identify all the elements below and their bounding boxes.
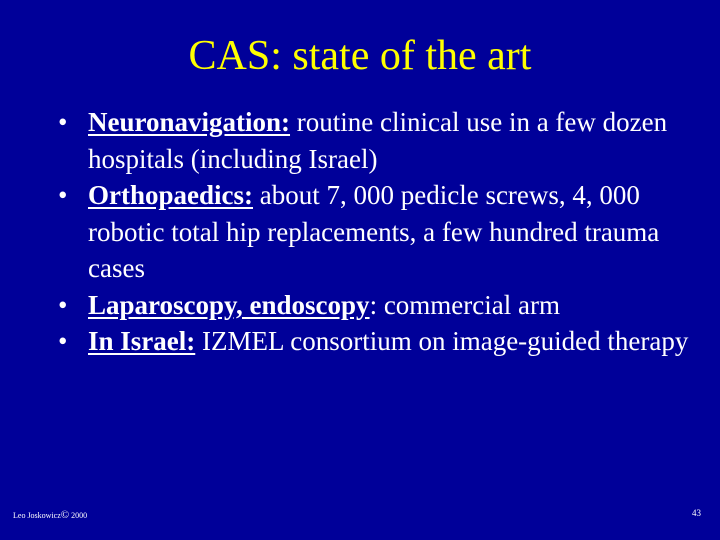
bullet-icon: • [58,289,68,320]
bullet-term: Neuronavigation: [88,107,291,137]
slide-title: CAS: state of the art [188,33,532,79]
bullet-item-israel [58,323,698,360]
bullet-item-laparoscopy [58,287,698,324]
bullet-item-neuronavigation [58,104,698,177]
bullet-text: about 7, 000 pedicle screws, 4, 000 robotic total hip replacements, a few hundred trauma cases [88,180,660,283]
bullet-icon: • [58,326,68,356]
bullet-list [58,104,698,360]
footer-credit [13,510,87,521]
bullet-item-orthopaedics [58,177,698,287]
bullet-icon: • [58,107,68,137]
bullet-icon: • [58,180,68,210]
page-number: 43 [692,508,701,518]
footer-year: 2000 [69,511,88,520]
bullet-term: Laparoscopy, endoscopy [88,289,370,320]
bullet-text: routine clinical use in a few dozen hospitals (including Israel) [88,107,668,174]
bullet-term: Orthopaedics: [88,180,253,210]
copyright-icon: © [60,509,70,521]
bullet-text: IZMEL consortium on image-guided therapy [195,326,689,356]
bullet-term: In Israel: [88,326,196,356]
footer-author: Leo Joskowicz [13,511,61,520]
bullet-text: : commercial arm [369,289,560,320]
